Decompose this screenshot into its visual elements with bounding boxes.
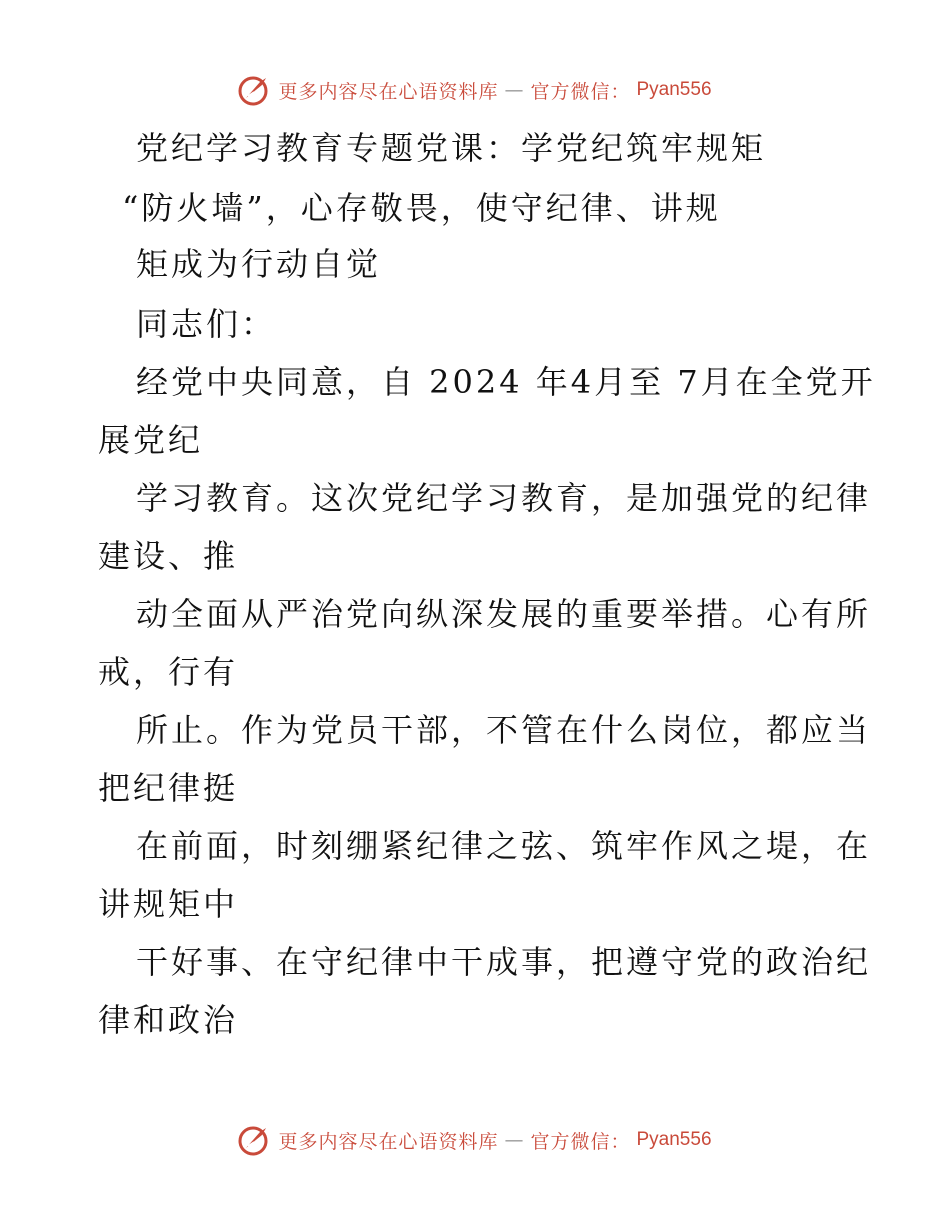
body-line: 把纪律挺	[98, 769, 239, 807]
watermark-wechat-id: Pyan556	[636, 79, 712, 100]
body-line: 建设、推	[98, 537, 239, 575]
footer-watermark	[0, 1124, 950, 1156]
body-line: 讲规矩中	[98, 885, 239, 923]
quill-logo-icon	[238, 74, 272, 106]
body-line: 动全面从严治党向纵深发展的重要举措。心有所	[136, 595, 872, 633]
header-watermark	[0, 74, 950, 106]
watermark-contact-label: 官方微信：	[530, 1130, 631, 1153]
body-line: 干好事、在守纪律中干成事，把遵守党的政治纪	[136, 943, 872, 981]
watermark-separator: —	[504, 1129, 525, 1151]
watermark-text: 更多内容尽在心语资料库	[278, 1130, 499, 1153]
watermark-wechat-id: Pyan556	[636, 1129, 712, 1150]
doc-title-line-1: 党纪学习教育专题党课：学党纪筑牢规矩	[136, 129, 767, 167]
doc-title-line-2: “防火墙”，心存敬畏，使守纪律、讲规	[122, 189, 721, 227]
salutation: 同志们：	[136, 305, 277, 343]
body-line: 律和政治	[98, 1001, 239, 1039]
body-line: 所止。作为党员干部，不管在什么岗位，都应当	[136, 711, 872, 749]
watermark-contact-label: 官方微信：	[530, 80, 631, 103]
body-line: 展党纪	[98, 421, 204, 459]
quill-logo-icon	[238, 1124, 272, 1156]
watermark-separator: —	[504, 79, 525, 101]
body-line: 经党中央同意，自 2024 年4月至 7月在全党开	[136, 363, 876, 401]
doc-title-line-3: 矩成为行动自觉	[136, 245, 382, 283]
body-line: 学习教育。这次党纪学习教育，是加强党的纪律	[136, 479, 872, 517]
body-line: 戒，行有	[98, 653, 239, 691]
body-line: 在前面，时刻绷紧纪律之弦、筑牢作风之堤，在	[136, 827, 872, 865]
watermark-text: 更多内容尽在心语资料库	[278, 80, 499, 103]
